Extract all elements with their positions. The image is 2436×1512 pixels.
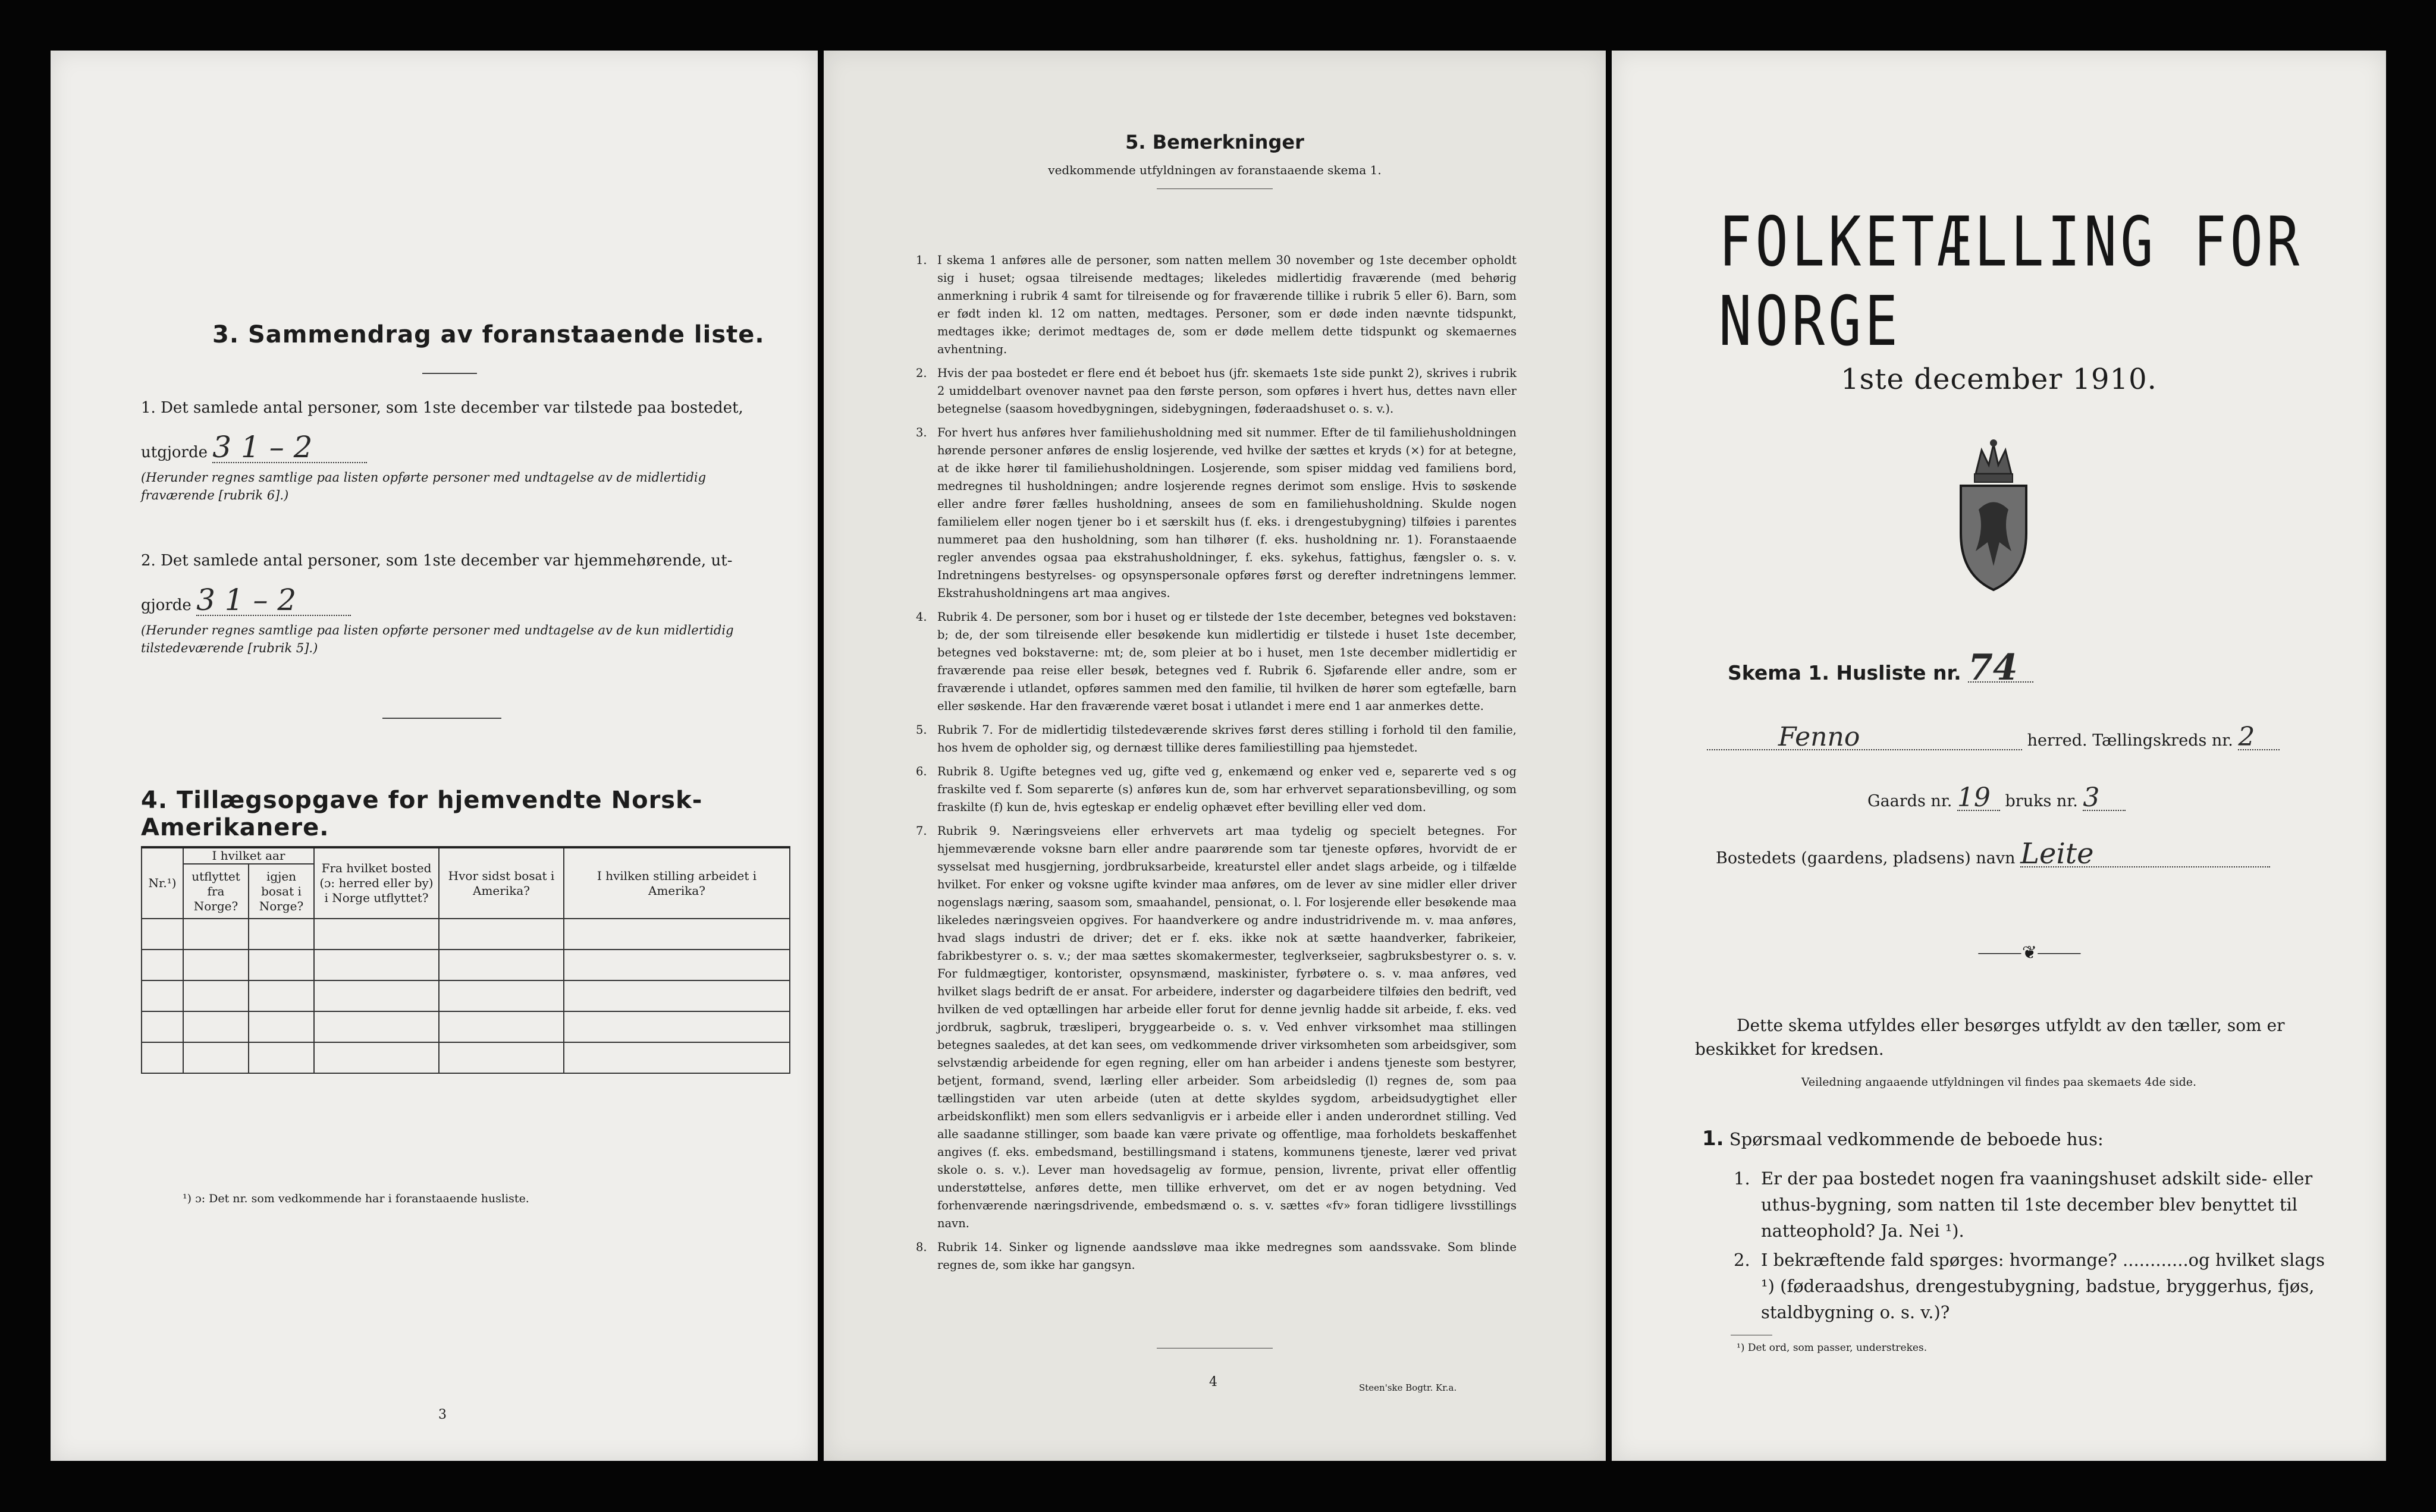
list-item: 2. Hvis der paa bostedet er flere end ét beboet hus (jfr. skemaets 1ste side punkt 2), skrives i rubrik 2 umiddelbart ovenover navnet paa den første person, som opføres i hvert hus, dettes navn eller betegnelse (saasom hovedbygningen, sidebygningen, føderaadshuset o. s. v.).	[916, 366, 1517, 416]
page-number: 3	[438, 1407, 447, 1422]
gjorde-label: gjorde	[141, 596, 192, 614]
page-right	[1612, 51, 2386, 1461]
norsk-amerikanere-table	[141, 846, 790, 1074]
table-row	[142, 1042, 790, 1073]
divider	[1157, 188, 1273, 189]
bemerkninger-list	[916, 252, 1517, 1274]
bruks-field[interactable]: 3	[2083, 786, 2126, 811]
item-note: (Herunder regnes samtlige paa listen opførte personer med undtagelse av de kun midlertidig tilstedeværende [rubrik 5].)	[141, 623, 734, 655]
page-middle	[824, 51, 1606, 1461]
table-row	[142, 980, 790, 1011]
skema-line	[1728, 647, 2033, 689]
item-number: 2.	[141, 552, 156, 570]
col-last-residence: Hvor sidst bosat i Amerika?	[439, 847, 564, 919]
kreds-label: Tællingskreds nr.	[2092, 731, 2233, 750]
bemerkninger-subtitle: vedkommende utfyldningen av foranstaaende skema 1.	[1048, 163, 1382, 177]
questions-heading: 1. Spørsmaal vedkommende de beboede hus:	[1702, 1127, 2104, 1150]
list-item: 3. For hvert hus anføres hver familiehusholdning med sit nummer. Efter de til familiehusholdningen hørende personer anføres de enslig losjerende, ved hvilke der sættes et kryds (×) for at betegne, at de ikke hører til familiehusholdningen. Losjerende, som spiser middag ved familiens bord, medregnes til husholdningen; andre losjerende regnes derimot som enslige. Hvis to søskende eller andre fører fælles husholdning, ansees de som en familiehusholdning. Skulde nogen familielem eller nogen tjener bo i et særskilt hus (f. eks. i drengestubygning) tilføies i parentes nummeret paa den husholdning, som han tilhører (f. eks. husholdning nr. 1). Foranstaaende regler anvendes ogsaa paa ekstrahusholdninger, f. eks. sykehus, fattighus, fængsler o. s. v. Indretningens bestyrelses- og opsynspersonale opføres først og derefter indretningens lemmer. Ekstrahusholdningens art maa angives.	[916, 426, 1517, 600]
section3-item2	[141, 547, 789, 657]
table-row	[142, 1011, 790, 1042]
skema-label: Skema 1. Husliste nr.	[1728, 661, 1961, 684]
table-row	[142, 950, 790, 980]
divider	[382, 718, 501, 719]
bemerkninger-title: 5. Bemerkninger	[1125, 131, 1304, 153]
gaards-line	[1867, 782, 2126, 813]
intro-note: Veiledning angaaende utfyldningen vil findes paa skemaets 4de side.	[1801, 1076, 2197, 1089]
col-year-group: I hvilket aar	[183, 847, 314, 864]
bruks-label: bruks nr.	[2005, 792, 2078, 810]
section4-title: 4. Tillægsopgave for hjemvendte Norsk-Amerikanere.	[141, 787, 703, 841]
herred-line	[1707, 722, 2313, 753]
hjemmehorende-count-field[interactable]: 3 1 – 2	[196, 585, 351, 616]
husliste-nr-field[interactable]: 74	[1968, 654, 2033, 683]
col-nr: Nr.¹)	[142, 847, 183, 919]
table-row	[142, 919, 790, 950]
tilstede-count-field[interactable]: 3 1 – 2	[212, 432, 367, 463]
bosted-line	[1716, 837, 2270, 870]
herred-label: herred.	[2027, 731, 2087, 750]
coat-of-arms-icon	[1952, 438, 2035, 593]
table-footnote: ¹) ɔ: Det nr. som vedkommende har i foranstaaende husliste.	[183, 1192, 529, 1205]
document-title: FOLKETÆLLING FOR NORGE	[1719, 202, 2303, 362]
bosted-field[interactable]: Leite	[2020, 841, 2270, 867]
printer-mark: Steen'ske Bogtr. Kr.a.	[1359, 1382, 1457, 1393]
section3-item1	[141, 394, 789, 504]
herred-field[interactable]: Fenno	[1707, 725, 2022, 750]
list-item: 4. Rubrik 4. De personer, som bor i huset og er tilstede der 1ste december, betegnes ved bokstaven: b; de, der som tilreisende eller besøkende kun midlertidig er tilstede i huset 1ste december, betegnes ved bokstaverne: mt; de, som pleier at bo i huset, men 1ste december midlertidig er fraværende paa reise eller besøk, betegnes ved f. Rubrik 6. Sjøfarende eller andre, som er fraværende i utlandet, opføres sammen med den familie, til hvilken de hører som egtefælle, barn eller søskende. Har den fraværende været bosat i utlandet i mere end 1 aar anmerkes dette.	[916, 610, 1517, 713]
divider	[422, 373, 477, 374]
intro-text: Dette skema utfyldes eller besørges utfyldt av den tæller, som er beskikket for kredsen.	[1695, 1016, 2285, 1059]
list-item: 1. I skema 1 anføres alle de personer, som natten mellem 30 november og 1ste december opholdt sig i huset; ogsaa tilreisende medtages; likeledes midlertidig fraværende (med behørig anmerkning i rubrik 4 samt for tilreisende og for fraværende tillike i rubrik 5 eller 6). Barn, som er født inden kl. 12 om natten, medtages. Personer, som er døde inden nævnte tidspunkt, medtages ikke; derimot medtages de, som er døde mellem dette tidspunkt og skemaernes avhentning.	[916, 253, 1517, 356]
gaards-label: Gaards nr.	[1867, 792, 1952, 810]
item-note: (Herunder regnes samtlige paa listen opførte personer med undtagelse av de midlertidig fraværende [rubrik 6].)	[141, 470, 707, 502]
section3-title: 3. Sammendrag av foranstaaende liste.	[212, 321, 765, 348]
ornament-icon: ⸻❦⸻	[1977, 942, 2082, 963]
list-item: 5. Rubrik 7. For de midlertidig tilstedeværende skrives først deres stilling i forhold til den familie, hos hvem de opholder sig, og dernæst tillike deres familiestilling paa hjemstedet.	[916, 723, 1517, 755]
footnote: ¹) Det ord, som passer, understrekes.	[1737, 1342, 1928, 1354]
item-text: Det samlede antal personer, som 1ste december var tilstede paa bostedet,	[161, 399, 743, 417]
col-emigrated: utflyttet fra Norge?	[183, 864, 249, 919]
utgjorde-label: utgjorde	[141, 444, 208, 461]
item-number: 1.	[141, 399, 156, 417]
question-1: 1. Er der paa bostedet nogen fra vaaningshuset adskilt side- eller uthus-bygning, som natten til 1ste december blev benyttet til natteophold? Ja. Nei ¹).	[1734, 1168, 2313, 1241]
question-2: 2. I bekræftende fald spørges: hvormange? ............og hvilket slags ¹) (føderaadshus, drengestubygning, badstue, bryggerhus, fjøs, staldbygning o. s. v.)?	[1734, 1250, 2325, 1322]
page-number: 4	[1209, 1375, 1217, 1390]
bosted-label: Bostedets (gaardens, pladsens) navn	[1716, 849, 2016, 867]
list-item: 7. Rubrik 9. Næringsveiens eller erhvervets art maa tydelig og specielt betegnes. For hjemmeværende voksne barn eller andre paarørende som tar tjeneste opføres, hvorvidt de er sysselsat med husgjerning, jordbruksarbeide, kreaturstel eller andet slags arbeide, og i tilfælde hvilket. For enker og voksne ugifte kvinder maa anføres, om de lever av sine midler eller driver nogenslags næring, saasom som, smaahandel, pensionat, o. l. For losjerende eller besøkende maa likeledes næringsveien opgives. For haandverkere og andre industridrivende m. v. maa anføres, hvad slags industri de driver; det er f. eks. ikke nok at sætte haandverker, fabrikeier, fabrikbestyrer o. s. v.; der maa sættes skomakermester, teglverkseier, sagbruksbestyrer o. s. v. For fuldmægtiger, kontorister, opsynsmænd, maskinister, fyrbøtere o. s. v. maa anføres, ved hvilket slags bedrift de er ansat. For arbeidere, inderster og dagarbeidere tilføies den bedrift, ved hvilken de ved optællingen har arbeide eller forut for denne jevnlig hadde sit arbeide, f. eks. ved jordbruk, sagbruk, træsliperi, bryggearbeide o. s. v. Ved enhver virksomhet maa stillingen betegnes saaledes, at det kan sees, om vedkommende driver virksomheten som arbeidsgiver, som selvstændig arbeidende for egen regning, eller om han arbeider i andens tjeneste som bestyrer, betjent, formand, svend, lærling eller arbeider. Som arbeidsledig (l) regnes de, som paa tællingstiden var uten arbeide (uten at dette skyldes sygdom, arbeidsudygtighet eller arbeidskonflikt) men som ellers sedvanligvis er i arbeide eller i anden underordnet stilling. Ved alle saadanne stillinger, som baade kan være private og offentlige, maa forholdets beskaffenhet angives (f. eks. embedsmand, bestillingsmand i statens, kommunens tjeneste, lærer ved privat skole o. s. v.). Lever man hovedsagelig av formue, pension, livrente, privat eller offentlig understøttelse, anføres dette, men tillike erhvervet, om det er av nogen betydning. Ved forhenværende næringsdrivende, embedsmænd o. s. v. sættes «fv» foran tidligere livsstillings navn.	[916, 824, 1517, 1230]
page-left	[51, 51, 818, 1461]
kreds-field[interactable]: 2	[2238, 725, 2280, 750]
col-returned: igjen bosat i Norge?	[249, 864, 314, 919]
list-item: 8. Rubrik 14. Sinker og lignende aandssløve maa ikke medregnes som aandssvake. Som blinde regnes de, som ikke har gangsyn.	[916, 1240, 1517, 1272]
census-date: 1ste december 1910.	[1841, 363, 2157, 396]
item-text: Det samlede antal personer, som 1ste december var hjemmehørende, ut-	[161, 552, 733, 570]
gaards-field[interactable]: 19	[1957, 786, 2000, 811]
col-occupation: I hvilken stilling arbeidet i Amerika?	[564, 847, 790, 919]
list-item: 6. Rubrik 8. Ugifte betegnes ved ug, gifte ved g, enkemænd og enker ved e, separerte ved s og fraskilte ved f. Som separerte (s) anføres kun de, som har erhvervet separationsbevilling, og som fraskilte (f) kun de, hvis egteskap er endelig ophævet efter bevilling eller ved dom.	[916, 765, 1517, 814]
col-from-where: Fra hvilket bosted (ɔ: herred eller by) i Norge utflyttet?	[314, 847, 439, 919]
